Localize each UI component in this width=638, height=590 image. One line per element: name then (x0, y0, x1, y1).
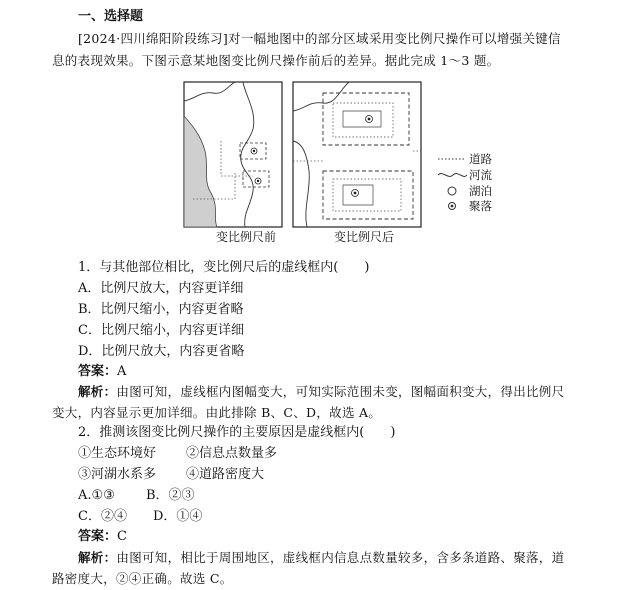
caption-after: 变比例尺后 (334, 230, 395, 244)
q2-choice-b: B．②③ (146, 488, 195, 503)
q1-analysis-label: 解析： (78, 384, 117, 399)
map-figure-svg (183, 81, 513, 231)
section-title: 一、选择题 (78, 9, 144, 24)
q2-analysis-line-2: 路密度大，②④正确。故选 C。 (52, 571, 233, 586)
legend-settlement-label: 聚落 (469, 199, 492, 213)
q2-option-4: ④道路密度大 (186, 467, 265, 482)
q1-analysis-text-1: 由图可知，虚线框内图幅变大，可知实际范围未变，图幅面积变大，得出比例尺 (116, 384, 565, 399)
q1-answer-value: A (117, 364, 127, 379)
legend-river-label: 河流 (469, 168, 492, 182)
intro-line-2: 息的表现效果。下图示意某地图变比例尺操作前后的差异。据此完成 1～3 题。 (52, 53, 500, 68)
q2-answer-label: 答案： (78, 529, 118, 544)
q2-answer-value: C (117, 529, 127, 544)
legend-icons (438, 159, 467, 210)
q1-option-a: A．比例尺放大，内容更详细 (78, 281, 244, 296)
q2-choice-d: D．①④ (153, 509, 203, 524)
q2-option-3: ③河湖水系多 (78, 467, 157, 482)
q1-option-b: B．比例尺缩小，内容更省略 (78, 302, 244, 317)
q1-analysis-line-1 (78, 382, 564, 402)
q2-stem: 2．推测该图变比例尺操作的主要原因是虚线框内( ) (78, 425, 396, 440)
legend-road-label: 道路 (469, 152, 492, 166)
q2-analysis-text-1: 由图可知，相比于周围地区，虚线框内信息点数量较多，含多条道路、聚落，道 (116, 550, 565, 565)
q1-answer (78, 362, 126, 382)
intro-line-1: [2024·四川绵阳阶段练习]对一幅地图中的部分区域采用变比例尺操作可以增强关键信 (78, 31, 561, 46)
q2-analysis-label: 解析： (78, 550, 117, 565)
q2-option-1: ①生态环境好 (78, 446, 157, 461)
q2-answer (78, 527, 127, 547)
caption-before: 变比例尺前 (216, 230, 277, 244)
q2-choice-c: C．②④ (78, 509, 127, 524)
lake-icon (448, 187, 456, 195)
q2-option-2: ②信息点数量多 (186, 446, 278, 461)
q1-option-c: C．比例尺缩小，内容更详细 (78, 323, 244, 338)
legend-lake-label: 湖泊 (469, 184, 492, 198)
map-figure (183, 81, 513, 235)
q1-analysis-line-2: 变大，内容显示更加详细。由此排除 B、C、D，故选 A。 (52, 405, 382, 420)
q1-option-d: D．比例尺放大，内容更省略 (78, 344, 245, 359)
map-before (184, 82, 282, 227)
q1-answer-label: 答案： (78, 364, 118, 379)
map-after (293, 82, 421, 227)
q1-stem: 1．与其他部位相比，变比例尺后的虚线框内( ) (78, 260, 370, 275)
q2-analysis-line-1 (78, 548, 564, 568)
q2-choice-a: A.①③ (78, 488, 115, 503)
river-icon (438, 174, 467, 177)
